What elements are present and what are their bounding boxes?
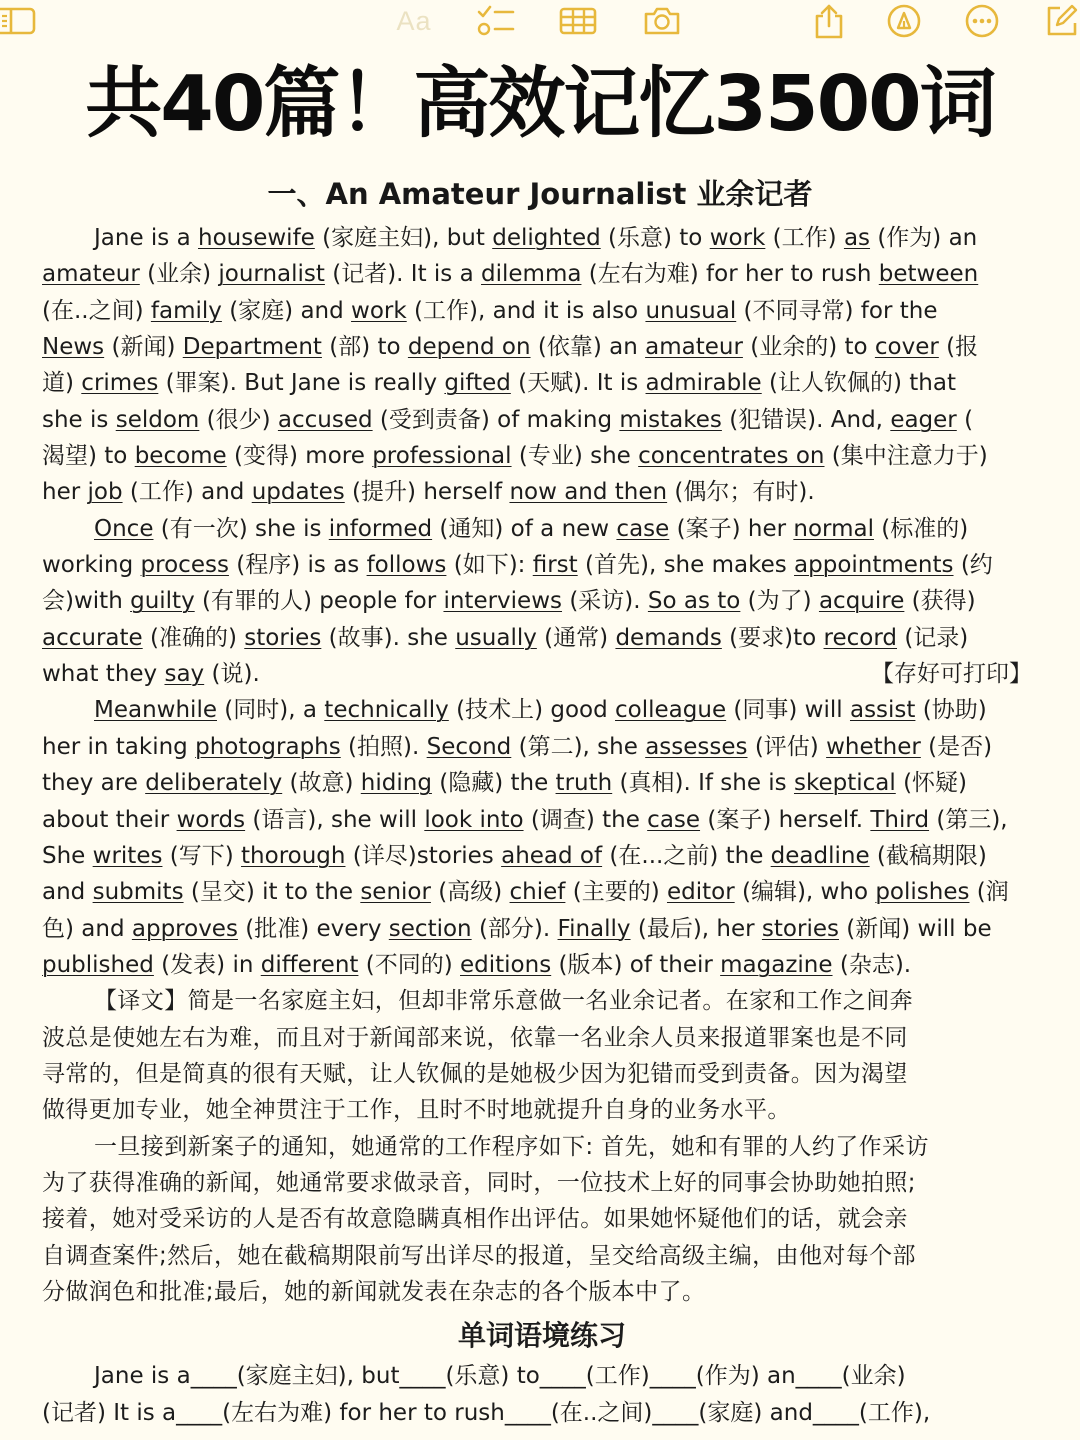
share-icon — [813, 3, 845, 39]
vocab-word: work — [351, 297, 407, 324]
vocab-word: Once — [94, 515, 154, 542]
text-line: 波总是使她左右为难，而且对于新闻部来说，依靠一名业余人员来报道罪案也是不同 — [42, 1024, 908, 1051]
text-run: (偶尔；有时). — [667, 479, 815, 506]
text-line — [42, 692, 1042, 728]
text-run: she is — [42, 406, 116, 433]
text-run: (报 — [938, 334, 979, 361]
text-run: (故事). she — [321, 624, 456, 651]
vocab-word: housewife — [198, 225, 315, 251]
vocab-word: Second — [426, 733, 512, 760]
vocab-word: job — [87, 479, 123, 506]
vocab-word: informed — [328, 515, 433, 542]
text-run: (为了) — [740, 588, 819, 615]
text-run: She — [42, 842, 93, 869]
translation-paragraph-2 — [42, 1129, 1042, 1311]
vocab-word: normal — [793, 515, 874, 542]
table-icon — [559, 6, 597, 36]
sidebar-icon — [0, 6, 36, 36]
vocab-word: different — [260, 951, 359, 978]
text-run: (调查) the — [523, 806, 648, 833]
text-line — [42, 365, 1042, 401]
vocab-word: usually — [455, 624, 537, 651]
text-run: (发表) in — [153, 951, 261, 978]
text-run: (罪案). But Jane is really — [158, 370, 445, 397]
vocab-word: words — [176, 806, 246, 833]
text-line: 一旦接到新案子的通知，她通常的工作程序如下: 首先，她和有罪的人约了作采访 — [94, 1133, 929, 1160]
camera-button[interactable] — [642, 4, 682, 38]
text-line — [42, 256, 1042, 292]
vocab-word: process — [140, 552, 229, 579]
vocab-word: So as to — [647, 588, 741, 615]
text-run: (版本) of their — [551, 951, 721, 978]
text-run: (工作) — [765, 225, 844, 251]
text-line: 分做润色和批准;最后，她的新闻就发表在杂志的各个版本中了。 — [42, 1278, 706, 1305]
notes-toolbar — [0, 0, 1080, 42]
text-run: (如下): — [446, 552, 533, 579]
vocab-word: delighted — [492, 225, 601, 251]
text-line: 自调查案件;然后，她在截稿期限前写出详尽的报道，呈交给高级主编，由他对每个部 — [42, 1242, 916, 1269]
vocab-word: case — [616, 515, 670, 542]
vocab-word: truth — [555, 770, 613, 797]
article-heading: 一、An Amateur Journalist 业余记者 — [267, 177, 813, 211]
text-run: ( — [956, 406, 974, 433]
text-line: 做得更加专业，她全神贯注于工作，且时不时地就提升自身的业务水平。 — [42, 1097, 791, 1124]
compose-icon — [1044, 4, 1078, 38]
vocab-word: Third — [870, 806, 930, 833]
text-run: (润 — [969, 879, 1009, 906]
vocab-word: work — [709, 225, 766, 251]
text-run: (批准) every — [237, 915, 389, 942]
text-run: (乐意) to — [600, 225, 710, 251]
text-run: (截稿期限) — [869, 842, 987, 869]
vocab-word: photographs — [195, 733, 341, 760]
text-run: (专业) she — [511, 443, 639, 470]
text-line: 寻常的，但是简真的很有天赋，让人钦佩的是她极少因为犯错而受到责备。因为渴望 — [42, 1060, 908, 1087]
vocab-word: look into — [424, 806, 524, 833]
text-run: (不同的) — [358, 951, 460, 978]
vocab-word: published — [42, 951, 154, 978]
text-run: (故意) — [282, 770, 361, 797]
vocab-word: depend on — [407, 334, 531, 361]
vocab-word: Meanwhile — [94, 697, 217, 724]
text-line — [42, 656, 1042, 692]
paragraph-3 — [42, 692, 1042, 983]
paragraph-1 — [42, 220, 1042, 511]
text-run: (受到责备) of making — [372, 406, 620, 433]
vocab-word: cover — [874, 334, 939, 361]
text-line: (记者) It is a____(左右为难) for her to rush____(在..之间)____(家庭) and____(工作), — [42, 1399, 931, 1426]
text-run: (家庭主妇), but — [314, 225, 493, 251]
text-run: (业余) — [139, 261, 219, 288]
text-line — [42, 474, 1042, 510]
text-run: (采访). — [562, 588, 648, 615]
vocab-word: News — [42, 334, 105, 361]
format-label: Aa — [396, 5, 432, 36]
vocab-word: thorough — [241, 842, 346, 869]
text-run: what they — [42, 661, 165, 688]
text-run: (要求)to — [721, 624, 824, 651]
text-run: (第二), she — [511, 733, 646, 760]
vocab-word: acquire — [818, 588, 905, 615]
vocab-word: Department — [182, 334, 322, 361]
text-line — [42, 802, 1042, 838]
vocab-word: deliberately — [145, 770, 283, 797]
vocab-word: chief — [509, 879, 566, 906]
text-line — [42, 729, 1042, 765]
vocab-word: mistakes — [619, 406, 722, 433]
vocab-word: editions — [460, 951, 552, 978]
text-run: (左右为难) for her to rush — [581, 261, 879, 288]
text-run: (依靠) an — [530, 334, 646, 361]
text-run: (呈交) it to the — [183, 879, 361, 906]
sidebar-toggle-button[interactable] — [0, 4, 36, 38]
exercise-section-title: 单词语境练习 — [457, 1319, 626, 1353]
compose-button[interactable] — [1044, 4, 1078, 38]
text-run: (隐藏) the — [431, 770, 556, 797]
text-line — [42, 438, 1042, 474]
vocab-word: case — [647, 806, 701, 833]
more-button[interactable] — [964, 4, 1000, 38]
more-icon — [964, 3, 1000, 39]
vocab-word: dilemma — [481, 261, 582, 288]
vocab-word: professional — [372, 443, 512, 470]
text-run: (记录) — [897, 624, 969, 651]
table-button[interactable] — [558, 4, 598, 38]
text-run: (作为) an — [870, 225, 978, 251]
vocab-word: senior — [360, 879, 431, 906]
vocab-word: record — [823, 624, 898, 651]
text-run: 渴望) to — [42, 443, 135, 470]
vocab-word: become — [134, 443, 227, 470]
text-run: (不同寻常) for the — [736, 297, 938, 324]
text-line — [42, 511, 1042, 547]
vocab-word: amateur — [42, 261, 140, 288]
text-run: (工作) and — [122, 479, 252, 506]
vocab-word: unusual — [645, 297, 737, 324]
markup-pen-icon — [886, 3, 922, 39]
text-run: (怀疑) — [895, 770, 968, 797]
vocab-word: now and then — [509, 479, 668, 506]
vocab-word: hiding — [360, 770, 432, 797]
vocab-word: writes — [92, 842, 163, 869]
text-run: (标准的) — [873, 515, 969, 542]
text-run: (真相). If she is — [612, 770, 794, 797]
text-run: (新闻) will be — [838, 915, 992, 942]
text-line: 接着，她对受采访的人是否有故意隐瞒真相作出评估。如果她怀疑他们的话，就会亲 — [42, 1206, 908, 1233]
text-run: (工作), and it is also — [406, 297, 646, 324]
vocab-word: whether — [826, 733, 921, 760]
camera-icon — [642, 5, 682, 37]
text-run: (说). — [204, 661, 260, 688]
text-line: Jane is a____(家庭主妇), but____(乐意) to____(工作)____(作为) an____(业余) — [94, 1363, 906, 1390]
text-run: (很少) — [199, 406, 278, 433]
text-run: (程序) is as — [228, 552, 367, 579]
text-line — [42, 547, 1042, 583]
vocab-word: interviews — [443, 588, 563, 615]
vocab-word: admirable — [645, 370, 762, 397]
text-run: (集中注意力于) — [824, 443, 988, 470]
text-line — [42, 220, 1042, 256]
vocab-word: say — [164, 661, 205, 688]
share-button[interactable] — [812, 4, 846, 38]
text-line — [42, 329, 1042, 365]
text-run: (准确的) — [142, 624, 245, 651]
text-line — [42, 838, 1042, 874]
checklist-button[interactable] — [474, 4, 516, 38]
text-line — [42, 620, 1042, 656]
vocab-word: seldom — [115, 406, 200, 433]
vocab-word: approves — [131, 915, 238, 942]
text-run: (通知) of a new — [432, 515, 617, 542]
vocab-word: family — [150, 297, 222, 324]
vocab-word: Finally — [557, 915, 631, 942]
vocab-word: first — [532, 552, 578, 579]
vocab-word: appointments — [794, 552, 954, 579]
exercise-paragraph — [42, 1358, 1042, 1431]
text-run: (天赋). It is — [510, 370, 646, 397]
text-run: (案子) herself. — [700, 806, 871, 833]
text-run: (高级) — [430, 879, 510, 906]
vocab-word: skeptical — [793, 770, 896, 797]
text-run: (让人钦佩的) that — [761, 370, 956, 397]
text-run: they are — [42, 770, 146, 797]
vocab-word: as — [843, 225, 871, 251]
text-run: 会)with — [42, 588, 131, 615]
vocab-word: submits — [92, 879, 184, 906]
text-run: (部分). — [471, 915, 558, 942]
vocab-word: demands — [615, 624, 722, 651]
text-run: 道) — [42, 370, 82, 397]
text-run: (有一次) she is — [153, 515, 329, 542]
text-run: (杂志). — [832, 951, 912, 978]
text-line — [42, 765, 1042, 801]
vocab-word: ahead of — [501, 842, 603, 869]
markup-button[interactable] — [886, 4, 922, 38]
text-line — [42, 402, 1042, 438]
vocab-word: journalist — [218, 261, 325, 288]
vocab-word: crimes — [81, 370, 159, 397]
text-line — [42, 583, 1042, 619]
text-run: Jane is a — [94, 225, 199, 251]
text-run: (编辑), who — [734, 879, 876, 906]
vocab-word: between — [878, 261, 979, 288]
text-run: (家庭) and — [221, 297, 352, 324]
note-body[interactable] — [42, 220, 1042, 1431]
text-line — [42, 293, 1042, 329]
text-run: (同事) will — [726, 697, 850, 724]
text-line — [42, 874, 1042, 910]
format-button[interactable] — [392, 4, 436, 38]
text-run: and — [42, 879, 93, 906]
text-run: her in taking — [42, 733, 196, 760]
text-run: (提升) herself — [344, 479, 510, 506]
text-line — [42, 911, 1042, 947]
text-run: (变得) more — [226, 443, 373, 470]
vocab-word: accurate — [42, 624, 143, 651]
vocab-word: polishes — [875, 879, 970, 906]
text-run: (记者). It is a — [324, 261, 482, 288]
text-line — [42, 947, 1042, 983]
text-run: about their — [42, 806, 177, 833]
text-run: (详尽)stories — [345, 842, 502, 869]
text-run: (主要的) — [565, 879, 667, 906]
vocab-word: follows — [366, 552, 447, 579]
text-run: (新闻) — [104, 334, 183, 361]
vocab-word: concentrates on — [638, 443, 825, 470]
text-run: (通常) — [536, 624, 616, 651]
vocab-word: amateur — [645, 334, 743, 361]
text-run: (部) to — [321, 334, 408, 361]
paragraph-2 — [42, 511, 1042, 693]
text-run: (是否) — [920, 733, 993, 760]
vocab-word: assist — [849, 697, 916, 724]
text-run: (有罪的人) people for — [194, 588, 444, 615]
text-run: (业余的) to — [742, 334, 875, 361]
text-run: (技术上) good — [448, 697, 616, 724]
text-line: 【译文】简是一名家庭主妇，但却非常乐意做一名业余记者。在家和工作之间奔 — [94, 988, 913, 1015]
text-run: (首先), she makes — [577, 552, 795, 579]
text-run: (拍照). — [340, 733, 427, 760]
vocab-word: accused — [277, 406, 373, 433]
vocab-word: deadline — [770, 842, 870, 869]
text-run: (约 — [953, 552, 993, 579]
text-run: (同时), a — [217, 697, 325, 724]
vocab-word: magazine — [720, 951, 833, 978]
text-run: her — [42, 479, 88, 506]
text-run: (在...之前) the — [602, 842, 771, 869]
text-run: (写下) — [162, 842, 242, 869]
vocab-word: stories — [244, 624, 322, 651]
vocab-word: assesses — [645, 733, 748, 760]
vocab-word: technically — [324, 697, 449, 724]
text-run: 色) and — [42, 915, 132, 942]
vocab-word: gifted — [444, 370, 511, 397]
checklist-icon — [475, 4, 515, 38]
text-run: (获得) — [904, 588, 976, 615]
vocab-word: guilty — [130, 588, 195, 615]
text-line: 为了获得准确的新闻，她通常要求做录音，同时，一位技术上好的同事会协助她拍照; — [42, 1169, 916, 1196]
vocab-word: eager — [890, 406, 957, 433]
text-run: (犯错误). And, — [721, 406, 891, 433]
text-run: (最后), her — [630, 915, 762, 942]
text-run: (语言), she will — [245, 806, 425, 833]
vocab-word: editor — [666, 879, 735, 906]
text-run: working — [42, 552, 141, 579]
text-run: (案子) her — [669, 515, 794, 542]
text-run: (评估) — [747, 733, 827, 760]
print-note: 【存好可打印】 — [871, 661, 1032, 688]
vocab-word: stories — [761, 915, 839, 942]
translation-paragraph-1 — [42, 983, 1042, 1128]
vocab-word: colleague — [615, 697, 727, 724]
text-run: (协助) — [915, 697, 987, 724]
page-title: 共40篇！高效记忆3500词 — [85, 60, 995, 149]
text-run: (在..之间) — [42, 297, 151, 324]
vocab-word: updates — [251, 479, 345, 506]
vocab-word: section — [388, 915, 472, 942]
text-run: (第三), — [929, 806, 1008, 833]
